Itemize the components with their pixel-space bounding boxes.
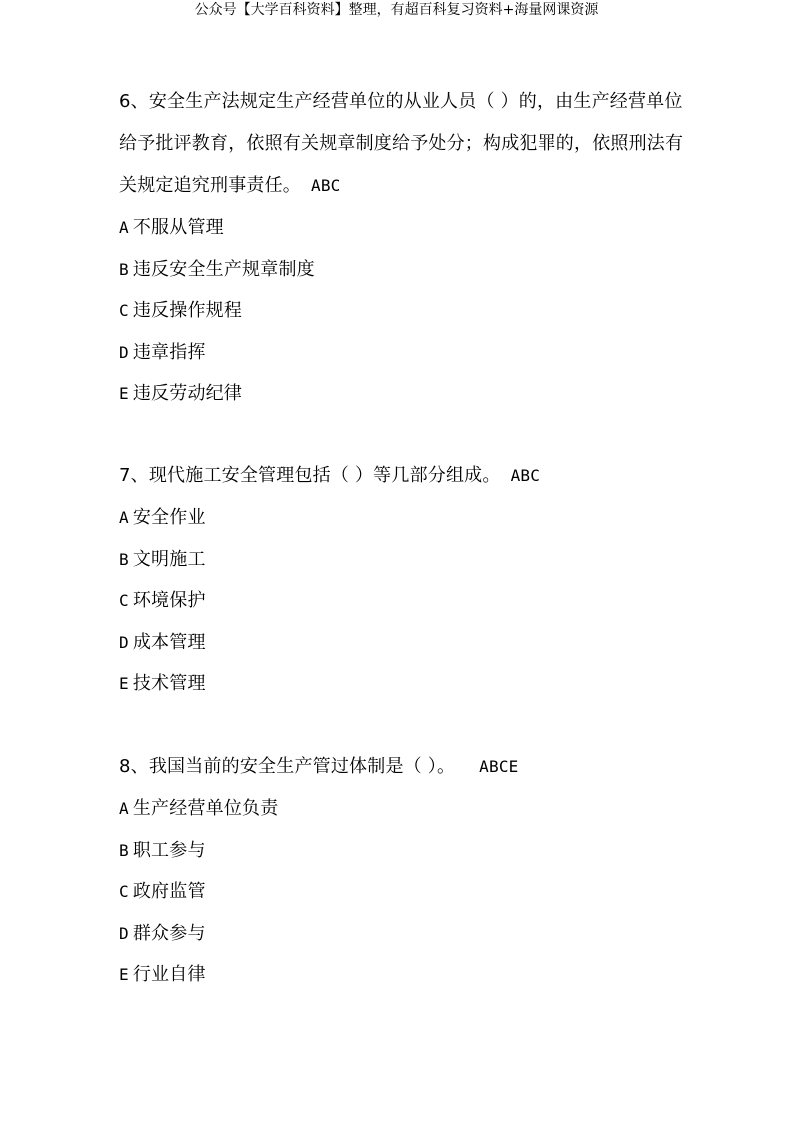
option-letter: A <box>119 218 129 237</box>
option-letter: E <box>119 965 129 985</box>
option-letter: D <box>119 342 129 362</box>
option-a <box>119 788 689 830</box>
option-letter: A <box>119 799 129 818</box>
question-stem <box>119 81 689 207</box>
option-letter: E <box>119 674 129 694</box>
option-text: 行业自律 <box>132 964 206 986</box>
option-letter: E <box>119 384 129 404</box>
option-letter: B <box>119 259 129 279</box>
option-c <box>119 290 689 332</box>
option-text: 违反操作规程 <box>132 300 243 322</box>
option-text: 违反安全生产规章制度 <box>132 258 315 280</box>
option-letter: C <box>119 882 129 902</box>
option-list <box>119 207 689 415</box>
option-text: 政府监管 <box>132 881 206 903</box>
option-letter: D <box>119 632 129 652</box>
option-letter: D <box>119 923 129 943</box>
option-a <box>119 497 689 539</box>
option-list <box>119 497 689 705</box>
question-stem <box>119 455 689 497</box>
option-letter: A <box>119 508 129 527</box>
option-c <box>119 580 689 622</box>
option-d <box>119 913 689 955</box>
option-e <box>119 373 689 415</box>
page-header-watermark: 公众号【大学百科资料】整理，有超百科复习资料+海量网课资源 <box>194 2 599 18</box>
option-letter: C <box>119 591 129 611</box>
option-text: 文明施工 <box>132 548 206 570</box>
option-text: 安全作业 <box>132 507 206 528</box>
option-text: 违章指挥 <box>132 341 206 363</box>
question-6 <box>119 81 689 415</box>
option-c <box>119 871 689 913</box>
option-text: 技术管理 <box>132 673 206 695</box>
question-text: 8、我国当前的安全生产管过体制是（ ）。 <box>119 756 456 777</box>
option-letter: C <box>119 301 129 321</box>
option-text: 职工参与 <box>132 839 206 861</box>
answer-key: ABC <box>510 466 541 485</box>
question-stem <box>119 746 689 788</box>
option-letter: B <box>119 840 129 860</box>
option-text: 生产经营单位负责 <box>132 798 279 819</box>
answer-key: ABCE <box>479 757 519 776</box>
option-text: 群众参与 <box>132 922 206 944</box>
option-e <box>119 663 689 705</box>
question-text: 6、安全生产法规定生产经营单位的从业人员（ ）的，由生产经营单位给予批评教育，依照有关规章制度给予处分；构成犯罪的，依照刑法有关规定追究刑事责任。 <box>119 91 684 196</box>
option-b <box>119 539 689 581</box>
question-7 <box>119 455 689 705</box>
option-e <box>119 954 689 996</box>
option-text: 环境保护 <box>132 590 206 612</box>
question-8 <box>119 746 689 996</box>
option-d <box>119 332 689 374</box>
option-letter: B <box>119 549 129 569</box>
option-text: 不服从管理 <box>132 217 224 238</box>
option-text: 成本管理 <box>132 631 206 653</box>
option-b <box>119 249 689 291</box>
option-list <box>119 788 689 996</box>
question-text: 7、现代施工安全管理包括（ ）等几部分组成。 <box>119 465 501 486</box>
option-b <box>119 830 689 872</box>
answer-key: ABC <box>311 176 341 195</box>
option-text: 违反劳动纪律 <box>132 383 243 405</box>
option-d <box>119 622 689 664</box>
option-a <box>119 207 689 249</box>
